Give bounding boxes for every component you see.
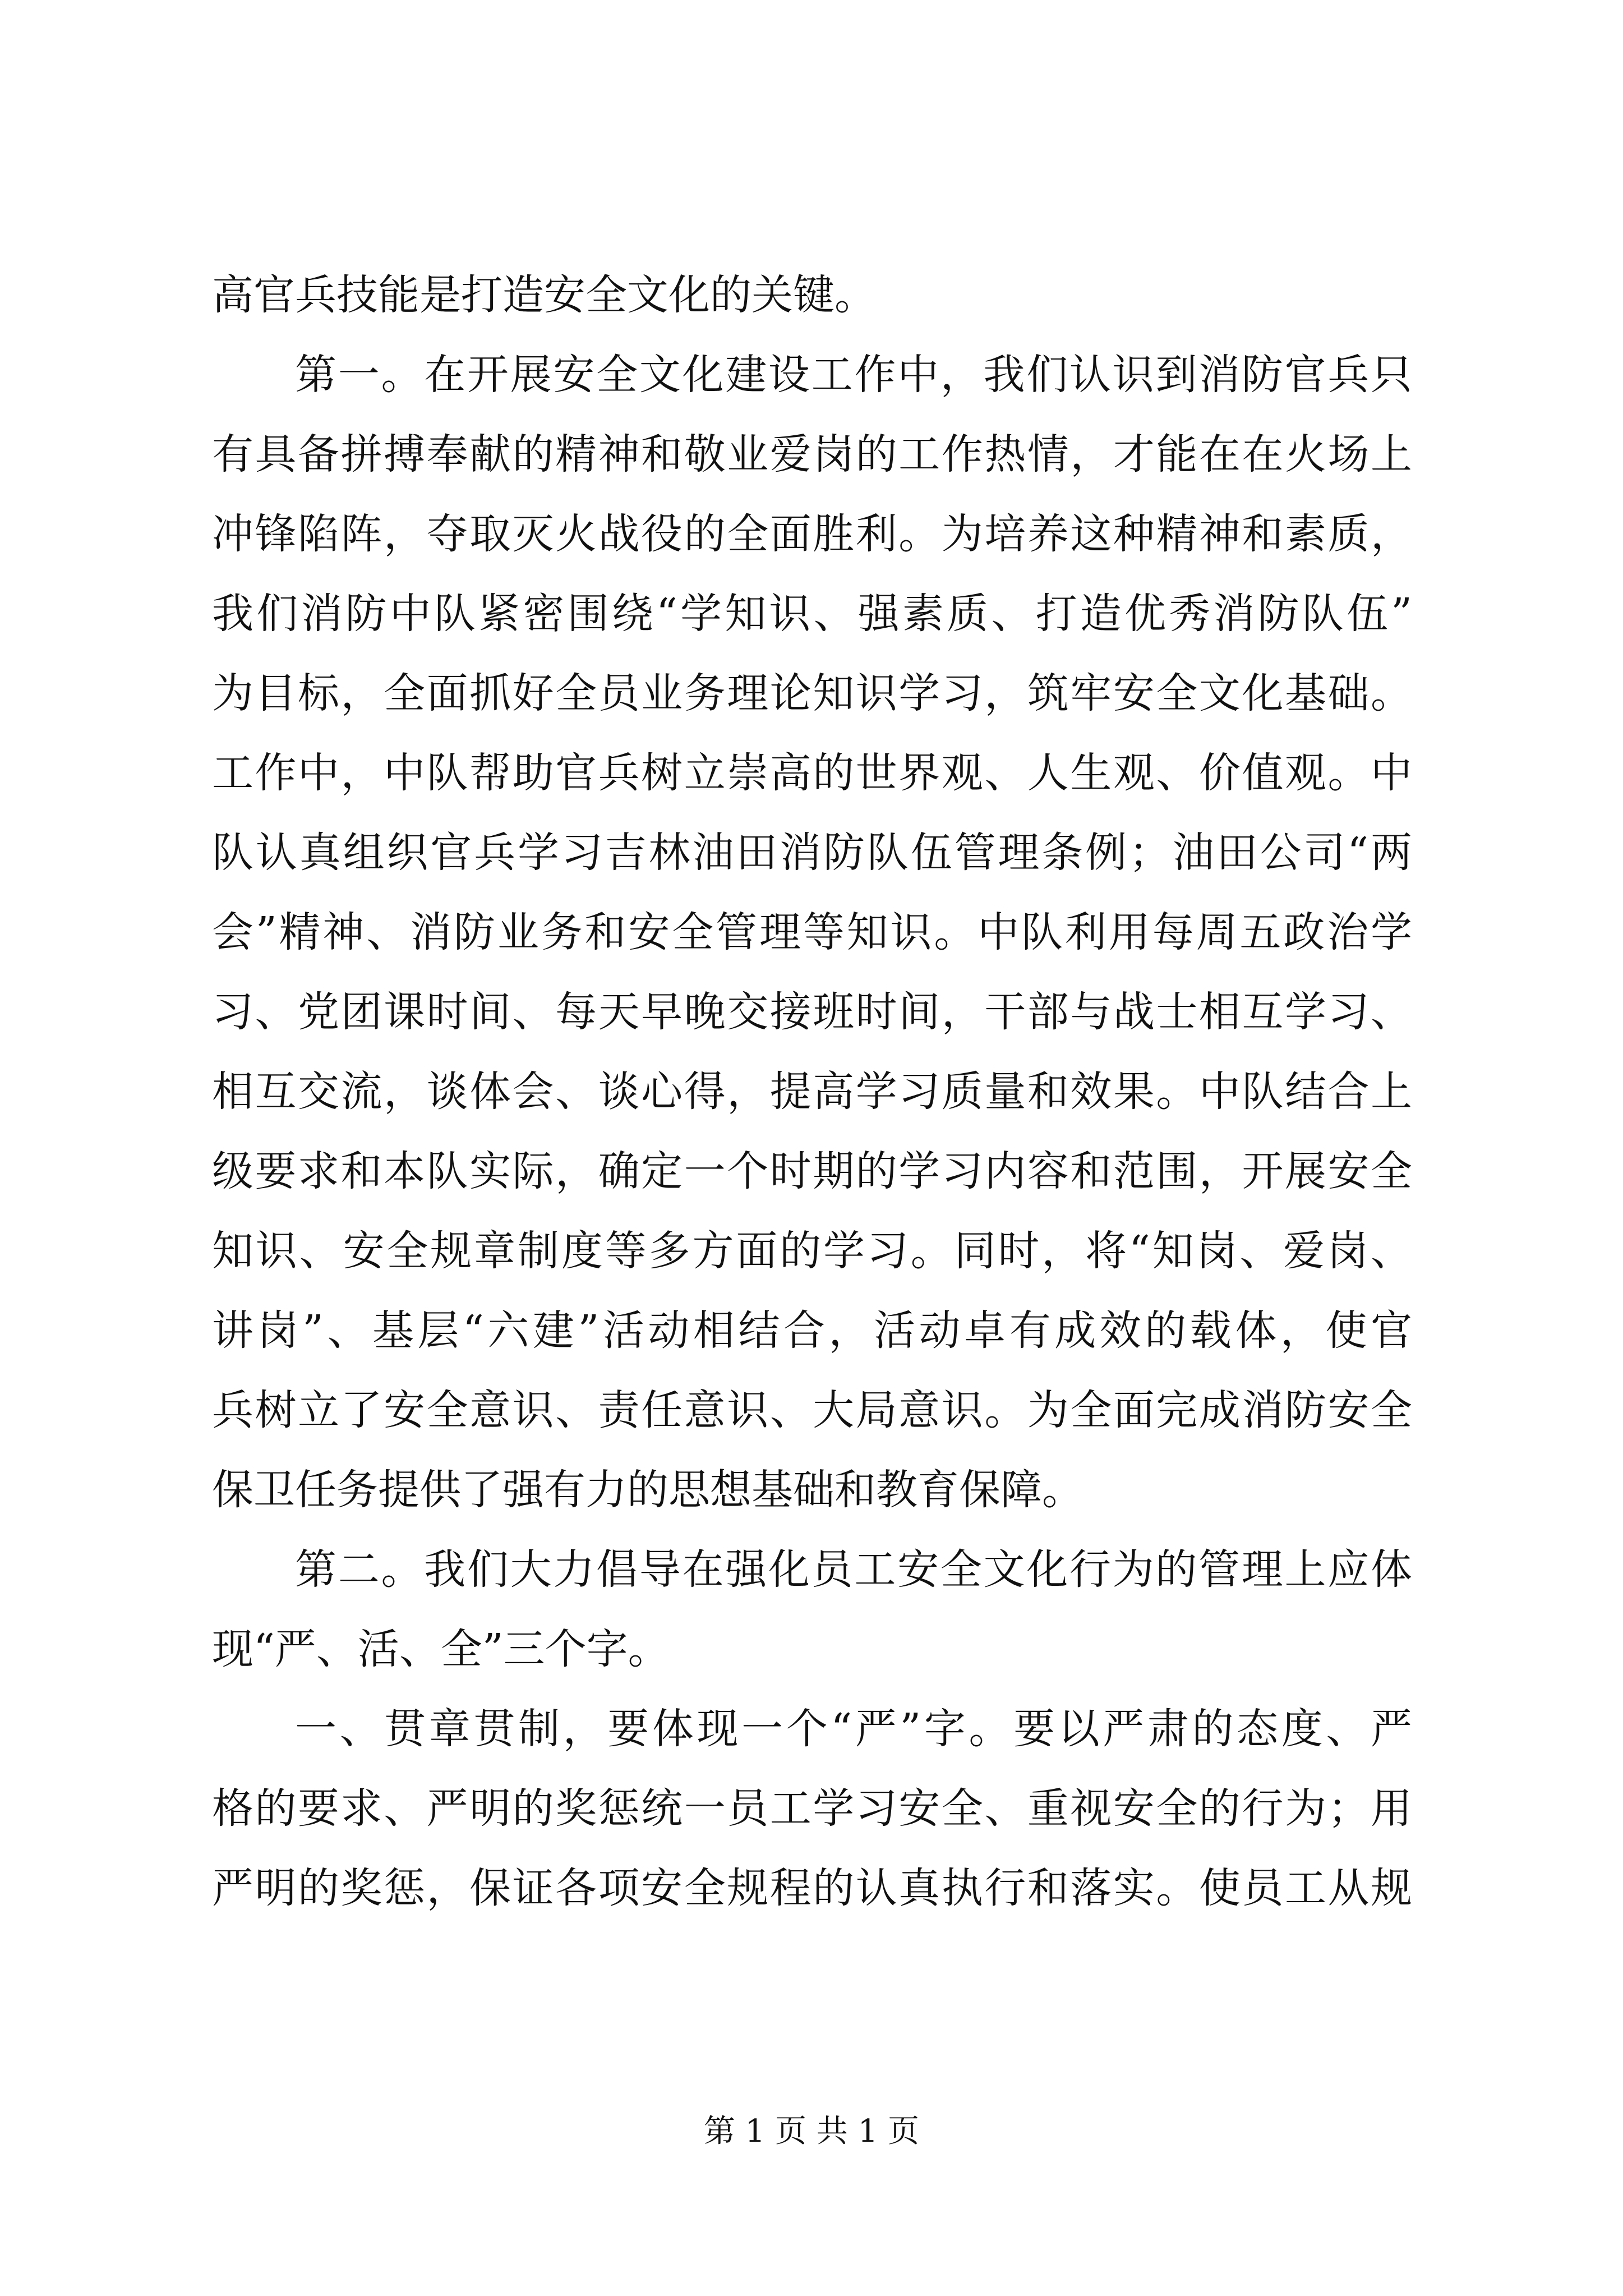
text-line: 相互交流，谈体会、谈心得，提高学习质量和效果。中队结合上 (212, 1068, 1412, 1116)
text-line: 会”精神、消防业务和安全管理等知识。中队利用每周五政治学 (212, 908, 1412, 956)
text-line: 为目标，全面抓好全员业务理论知识学习，筑牢安全文化基础。 (212, 669, 1412, 717)
text-line: 我们消防中队紧密围绕“学知识、强素质、打造优秀消防队伍” (212, 590, 1412, 638)
text-line: 级要求和本队实际，确定一个时期的学习内容和范围，开展安全 (212, 1147, 1412, 1195)
text-line: 高官兵技能是打造安全文化的关键。 (212, 271, 876, 319)
text-line: 有具备拼搏奉献的精神和敬业爱岗的工作热情，才能在在火场上 (212, 430, 1412, 478)
paragraph (212, 1530, 1412, 1689)
text-line: 习、党团课时间、每天早晚交接班时间，干部与战士相互学习、 (212, 988, 1412, 1036)
text-line: 第二。我们大力倡导在强化员工安全文化行为的管理上应体 (295, 1545, 1412, 1594)
text-line: 一、贯章贯制，要体现一个“严”字。要以严肃的态度、严 (295, 1705, 1412, 1753)
text-line: 兵树立了安全意识、责任意识、大局意识。为全面完成消防安全 (212, 1386, 1412, 1434)
text-line: 格的要求、严明的奖惩统一员工学习安全、重视安全的行为；用 (212, 1784, 1412, 1833)
text-line: 严明的奖惩，保证各项安全规程的认真执行和落实。使员工从规 (212, 1864, 1412, 1912)
paragraph (212, 335, 1412, 1530)
text-line: 保卫任务提供了强有力的思想基础和教育保障。 (212, 1466, 1083, 1514)
document-body (212, 255, 1412, 1928)
paragraph (212, 255, 1412, 335)
text-line: 第一。在开展安全文化建设工作中，我们认识到消防官兵只 (295, 351, 1412, 399)
text-line: 冲锋陷阵，夺取灭火战役的全面胜利。为培养这种精神和素质， (212, 510, 1412, 558)
paragraph (212, 1689, 1412, 1928)
text-line: 工作中，中队帮助官兵树立崇高的世界观、人生观、价值观。中 (212, 749, 1412, 797)
page-footer: 第 1 页 共 1 页 (703, 2113, 920, 2150)
text-line: 队认真组织官兵学习吉林油田消防队伍管理条例；油田公司“两 (212, 829, 1412, 877)
text-line: 知识、安全规章制度等多方面的学习。同时，将“知岗、爱岗、 (212, 1227, 1412, 1275)
text-line: 讲岗”、基层“六建”活动相结合，活动卓有成效的载体，使官 (212, 1306, 1412, 1355)
text-line: 现“严、活、全”三个字。 (212, 1625, 670, 1673)
